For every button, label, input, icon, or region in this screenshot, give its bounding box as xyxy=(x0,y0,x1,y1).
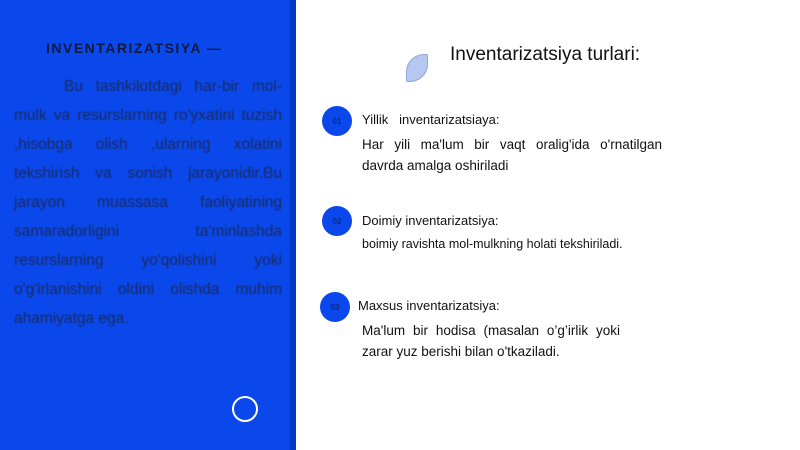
panel-edge xyxy=(290,0,296,450)
circle-icon xyxy=(232,396,258,422)
item-heading-doimiy: Doimiy inventarizatsiya: xyxy=(362,213,499,228)
number-badge-02: 02 xyxy=(322,206,352,236)
item-body-maxsus: Ma'lum bir hodisa (masalan o’g’irlik yoki zarar yuz berishi bilan o'tkaziladi. xyxy=(362,323,620,359)
definition-paragraph: Bu tashkilotdagi har-bir mol-mulk va resurslarning ro'yxatini tuzish ,hisobga olish ,ularning xolatini tekshirish va sonish jarayonidir.Bu jarayon muassasa faoliyatining samaradorligini ta'minlashda resurslarning yo'qolishini yoki o'g'irlanishini oldini olishda muhim ahamiyatga ega. xyxy=(14,78,282,327)
leaf-icon xyxy=(406,54,428,82)
number-badge-01: 01 xyxy=(322,106,352,136)
left-title: INVENTARIZATSIYA — xyxy=(46,40,223,56)
item-body-doimiy: boimiy ravishta mol-mulkning holati tekshiriladi. xyxy=(362,237,623,251)
number-badge-03: 03 xyxy=(320,292,350,322)
slide-title: Inventarizatsiya turlari: xyxy=(450,44,641,65)
item-heading-maxsus: Maxsus inventarizatsiya: xyxy=(358,298,500,313)
item-heading-yillik: Yillik inventarizatsiaya: xyxy=(362,112,500,127)
item-body-yillik: Har yili ma'lum bir vaqt oralig'ida o'rnatilgan davrda amalga oshiriladi xyxy=(362,137,662,173)
